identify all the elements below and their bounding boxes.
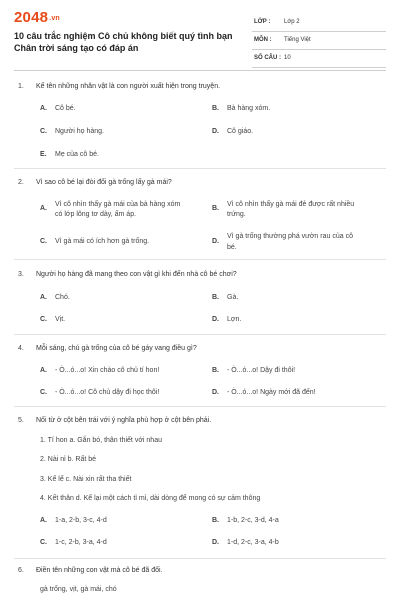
match-item-1: 1. Tí hon a. Gắn bó, thân thiết với nhau — [40, 437, 162, 444]
option-text: - Ò...ó...o! Cô chủ dậy đi học thôi! — [55, 389, 160, 396]
question-text: Vì sao cô bé lại đòi đổi gà trống lấy gà mái? — [36, 179, 172, 186]
option-letter: A. — [40, 294, 47, 301]
option-letter: C. — [40, 128, 47, 135]
option-letter: D. — [212, 238, 219, 245]
option-letter: B. — [212, 367, 219, 374]
question-divider — [14, 406, 386, 407]
match-item-4: 4. Kết thân d. Kể lại một cách tỉ mỉ, dài dòng để mong có sự cảm thông — [40, 495, 261, 502]
option-text: Gà. — [227, 294, 239, 301]
option-letter: C. — [40, 238, 47, 245]
question-text: Người họ hàng đã mang theo con vật gì khi đến nhà cô bé chơi? — [36, 271, 237, 278]
question-divider — [14, 558, 386, 559]
meta-value: Lớp 2 — [284, 19, 300, 25]
option-letter: B. — [212, 205, 219, 212]
question-text: Điền tên những con vật mà cô bé đã đổi. — [36, 567, 163, 574]
meta-key: LỚP : — [254, 19, 271, 25]
header — [0, 0, 400, 66]
meta-value: Tiếng Việt — [284, 37, 311, 43]
option-letter: C. — [40, 316, 47, 323]
option-text: Vì cô nhìn thấy gà mái của bà hàng xóm — [55, 201, 181, 208]
option-text: Mẹ của cô bé. — [55, 151, 99, 158]
option-text-line2: có lớp lông tơ dày, ấm áp. — [55, 211, 137, 218]
meta-key: MÔN : — [254, 37, 272, 43]
header-divider — [14, 70, 386, 71]
option-text: Cô giáo. — [227, 128, 254, 135]
meta-value: 10 — [284, 55, 291, 61]
option-text: 1-a, 2-b, 3-c, 4-d — [55, 517, 107, 524]
option-letter: D. — [212, 389, 219, 396]
option-letter: B. — [212, 105, 219, 112]
option-letter: B. — [212, 517, 219, 524]
option-letter: C. — [40, 389, 47, 396]
meta-table — [252, 14, 386, 68]
question-divider — [14, 168, 386, 169]
option-text: Chó. — [55, 294, 70, 301]
question-number: 1. — [18, 83, 24, 90]
question-number: 2. — [18, 179, 24, 186]
meta-row-subject — [252, 32, 386, 50]
option-text: - Ò...ó...o! Xin chào cô chủ tí hon! — [55, 367, 160, 374]
option-letter: A. — [40, 205, 47, 212]
question-number: 6. — [18, 567, 24, 574]
option-text: Vì gà mái có ích hơn gà trống. — [55, 238, 150, 245]
option-text: Bà hàng xóm. — [227, 105, 271, 112]
option-text: Vì cô nhìn thấy gà mái đẻ được rất nhiều — [227, 201, 355, 208]
question-number: 4. — [18, 345, 24, 352]
option-letter: B. — [212, 294, 219, 301]
option-text-line2: trứng. — [227, 211, 246, 218]
answer-word-bank: gà trống, vịt, gà mái, chó — [40, 586, 117, 593]
option-letter: E. — [40, 151, 47, 158]
question-number: 5. — [18, 417, 24, 424]
option-letter: D. — [212, 316, 219, 323]
option-text: Vịt. — [55, 316, 66, 323]
question-text: Kể tên những nhân vật là con người xuất hiện trong truyện. — [36, 83, 221, 90]
document-title: 10 câu trắc nghiệm Cô chủ không biết quý tình bạn Chân trời sáng tạo có đáp án — [14, 31, 233, 53]
option-letter: A. — [40, 367, 47, 374]
option-text: Vì gà trống thường phá vườn rau của cô — [227, 233, 353, 240]
question-divider — [14, 259, 386, 260]
logo-text: 2048 — [14, 9, 49, 26]
option-letter: D. — [212, 539, 219, 546]
logo-suffix: .vn — [49, 14, 60, 22]
meta-key: SỐ CÂU : — [254, 55, 281, 61]
option-text: 1-d, 2-c, 3-a, 4-b — [227, 539, 279, 546]
match-item-3: 3. Kể lể c. Nài xin rất tha thiết — [40, 476, 132, 483]
meta-row-class — [252, 14, 386, 32]
site-logo[interactable] — [14, 9, 60, 26]
option-letter: A. — [40, 517, 47, 524]
question-text: Mỗi sáng, chú gà trống của cô bé gáy vang điều gì? — [36, 345, 197, 352]
option-text: - Ò...ó...o! Dậy đi thôi! — [227, 367, 296, 374]
question-number: 3. — [18, 271, 24, 278]
question-divider — [14, 334, 386, 335]
option-text: Cô bé. — [55, 105, 76, 112]
option-text: 1-c, 2-b, 3-a, 4-d — [55, 539, 107, 546]
meta-row-count — [252, 50, 386, 68]
question-text: Nối từ ở cột bên trái với ý nghĩa phù hợp ở cột bên phải. — [36, 417, 212, 424]
option-letter: C. — [40, 539, 47, 546]
option-text: Lợn. — [227, 316, 242, 323]
match-item-2: 2. Nài nỉ b. Rất bé — [40, 456, 97, 463]
option-letter: D. — [212, 128, 219, 135]
option-text: Người họ hàng. — [55, 128, 104, 135]
option-text-line2: bé. — [227, 244, 237, 251]
option-letter: A. — [40, 105, 47, 112]
option-text: - Ò...ó...o! Ngày mới đã đến! — [227, 389, 316, 396]
option-text: 1-b, 2-c, 3-d, 4-a — [227, 517, 279, 524]
